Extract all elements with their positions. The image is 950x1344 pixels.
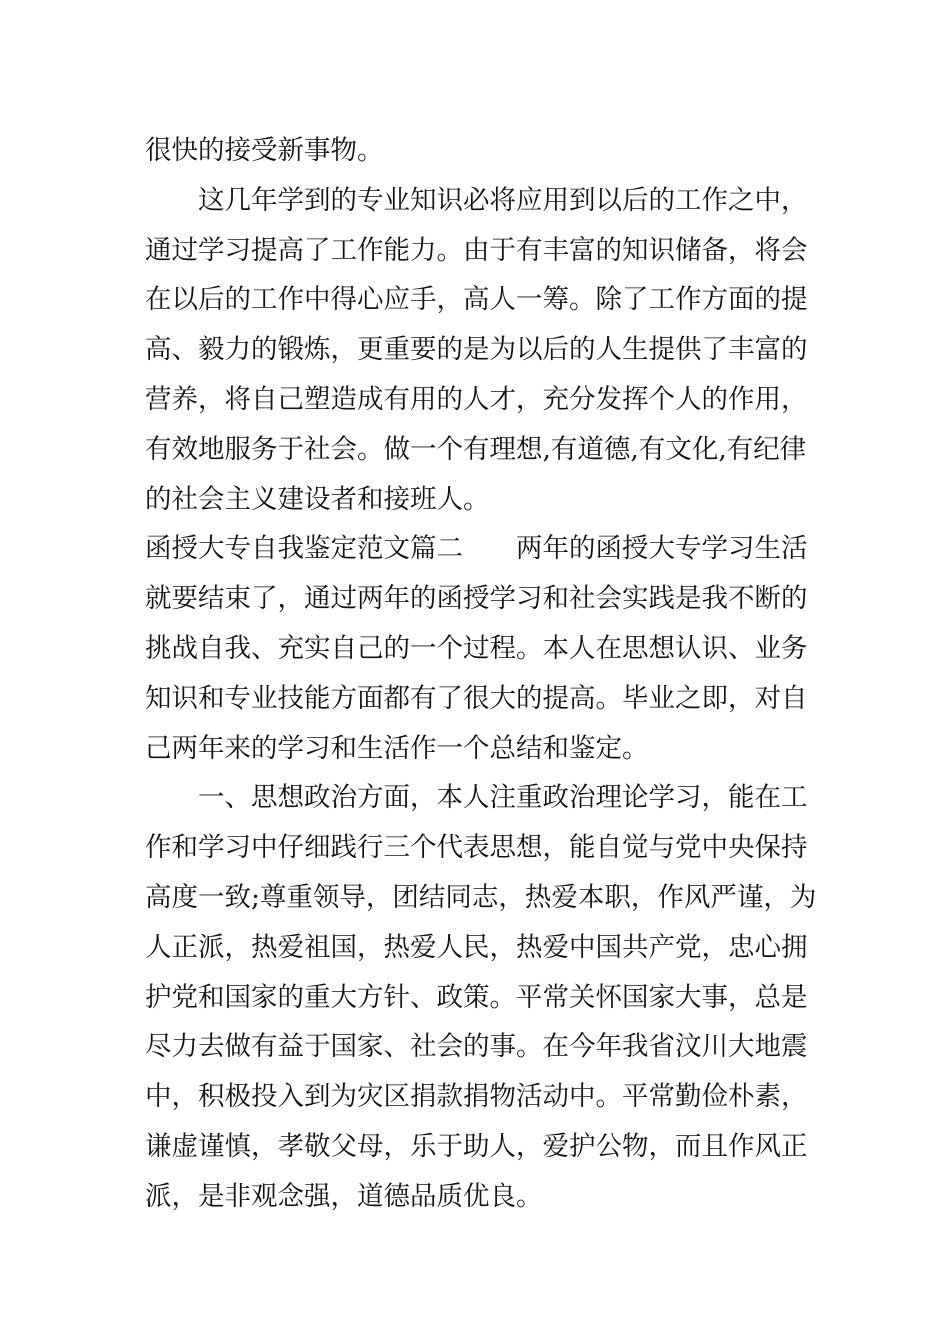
text-line: 派，是非观念强，道德品质优良。 xyxy=(145,1180,543,1212)
text-line: 通过学习提高了工作能力。由于有丰富的知识储备，将会 xyxy=(145,234,808,266)
section-heading-line: 函授大专自我鉴定范文篇二 两年的函授大专学习生活 xyxy=(145,533,808,565)
text-line: 有效地服务于社会。做一个有理想,有道德,有文化,有纪律 xyxy=(145,433,807,465)
text-line: 人正派，热爱祖国，热爱人民，热爱中国共产党，忠心拥 xyxy=(145,931,808,963)
text-line: 中，积极投入到为灾区捐款捐物活动中。平常勤俭朴素， xyxy=(145,1081,808,1113)
paragraph-first-line: 一、思想政治方面，本人注重政治理论学习，能在工 xyxy=(198,782,808,814)
text-line: 尽力去做有益于国家、社会的事。在今年我省汶川大地震 xyxy=(145,1031,808,1063)
text-line: 高、毅力的锻炼，更重要的是为以后的人生提供了丰富的 xyxy=(145,334,808,366)
text-line: 的社会主义建设者和接班人。 xyxy=(145,483,490,515)
text-line: 很快的接受新事物。 xyxy=(145,135,384,166)
text-line: 作和学习中仔细践行三个代表思想，能自觉与党中央保持 xyxy=(145,832,808,864)
document-body xyxy=(145,126,817,1222)
text-line: 营养，将自己塑造成有用的人才，充分发挥个人的作用， xyxy=(145,383,808,415)
text-line: 谦虚谨慎，孝敬父母，乐于助人，爱护公物，而且作风正 xyxy=(145,1130,808,1162)
paragraph-first-line: 这几年学到的专业知识必将应用到以后的工作之中， xyxy=(198,184,808,216)
text-line: 就要结束了，通过两年的函授学习和社会实践是我不断的 xyxy=(145,583,808,615)
text-line: 知识和专业技能方面都有了很大的提高。毕业之即，对自 xyxy=(145,682,808,714)
text-line: 高度一致;尊重领导，团结同志，热爱本职，作风严谨，为 xyxy=(145,881,817,913)
text-line: 在以后的工作中得心应手，高人一筹。除了工作方面的提 xyxy=(145,284,808,316)
text-line: 护党和国家的重大方针、政策。平常关怀国家大事，总是 xyxy=(145,981,808,1013)
text-line: 挑战自我、充实自己的一个过程。本人在思想认识、业务 xyxy=(145,632,808,664)
text-line: 己两年来的学习和生活作一个总结和鉴定。 xyxy=(145,732,649,764)
